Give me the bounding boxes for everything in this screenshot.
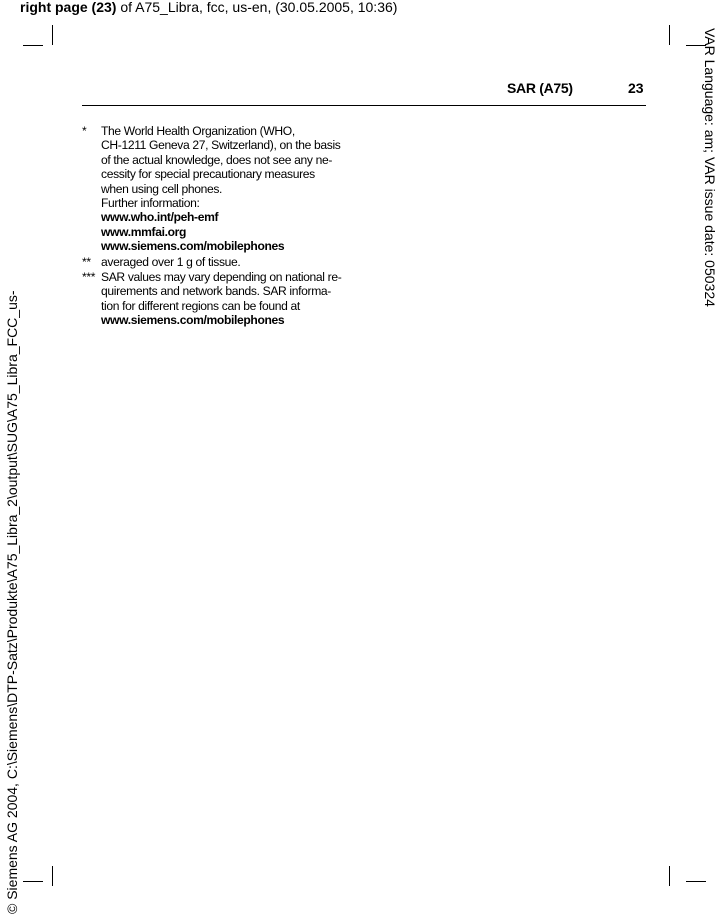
print-header-page: right page (23): [20, 0, 117, 15]
footnote-body: [101, 124, 352, 254]
crop-mark-top-right-v: [669, 25, 670, 45]
crop-mark-bottom-right-v: [669, 866, 670, 886]
footnote-line: Further information:: [101, 196, 200, 211]
footnote-line: tion for different regions can be found at: [101, 298, 300, 313]
link-siemens[interactable]: www.siemens.com/mobilephones: [101, 313, 285, 328]
footnote-line: cessity for special precautionary measures: [101, 167, 315, 182]
footnote-line: quirements and network bands. SAR informa-: [101, 284, 331, 299]
footnote-line: The World Health Organization (WHO,: [101, 124, 295, 138]
footnote-who: [82, 124, 352, 254]
footnote-line: when using cell phones.: [101, 181, 223, 196]
footnote-line: CH-1211 Geneva 27, Switzerland), on the basis: [101, 138, 341, 153]
footnote-body: [101, 255, 352, 269]
link-mmfai[interactable]: www.mmfai.org: [101, 224, 187, 239]
link-siemens[interactable]: www.siemens.com/mobilephones: [101, 239, 285, 254]
crop-mark-bottom-left-h: [23, 881, 43, 882]
footnote-marker: ***: [82, 270, 96, 285]
header-rule: [82, 105, 646, 106]
crop-mark-bottom-right-h: [686, 881, 706, 882]
footnote-sar-values: [82, 270, 352, 328]
footnote-line: averaged over 1 g of tissue.: [101, 254, 241, 269]
side-text-right: VAR Language: am; VAR issue date: 050324: [702, 28, 718, 307]
footnote-line: SAR values may vary depending on national re-: [101, 270, 342, 285]
print-header: [20, 0, 397, 15]
footnotes: [82, 124, 352, 328]
footnote-marker: *: [82, 124, 87, 138]
crop-mark-top-left-h: [23, 45, 43, 46]
print-header-info: of A75_Libra, fcc, us-en, (30.05.2005, 10:36): [116, 0, 398, 15]
footnote-line: of the actual knowledge, does not see any ne-: [101, 152, 332, 167]
page-number: 23: [628, 80, 644, 96]
crop-mark-top-left-v: [52, 25, 53, 45]
footnote-tissue: [82, 255, 352, 269]
footnote-body: [101, 270, 352, 328]
crop-mark-bottom-left-v: [52, 866, 53, 886]
page-title: SAR (A75): [507, 80, 573, 96]
footnote-marker: **: [82, 254, 91, 269]
side-text-left: © Siemens AG 2004, C:\Siemens\DTP-Satz\Produkte\A75_Libra_2\output\SUG\A75_Libra_FCC_us-: [4, 290, 20, 914]
link-who[interactable]: www.who.int/peh-emf: [101, 210, 219, 225]
